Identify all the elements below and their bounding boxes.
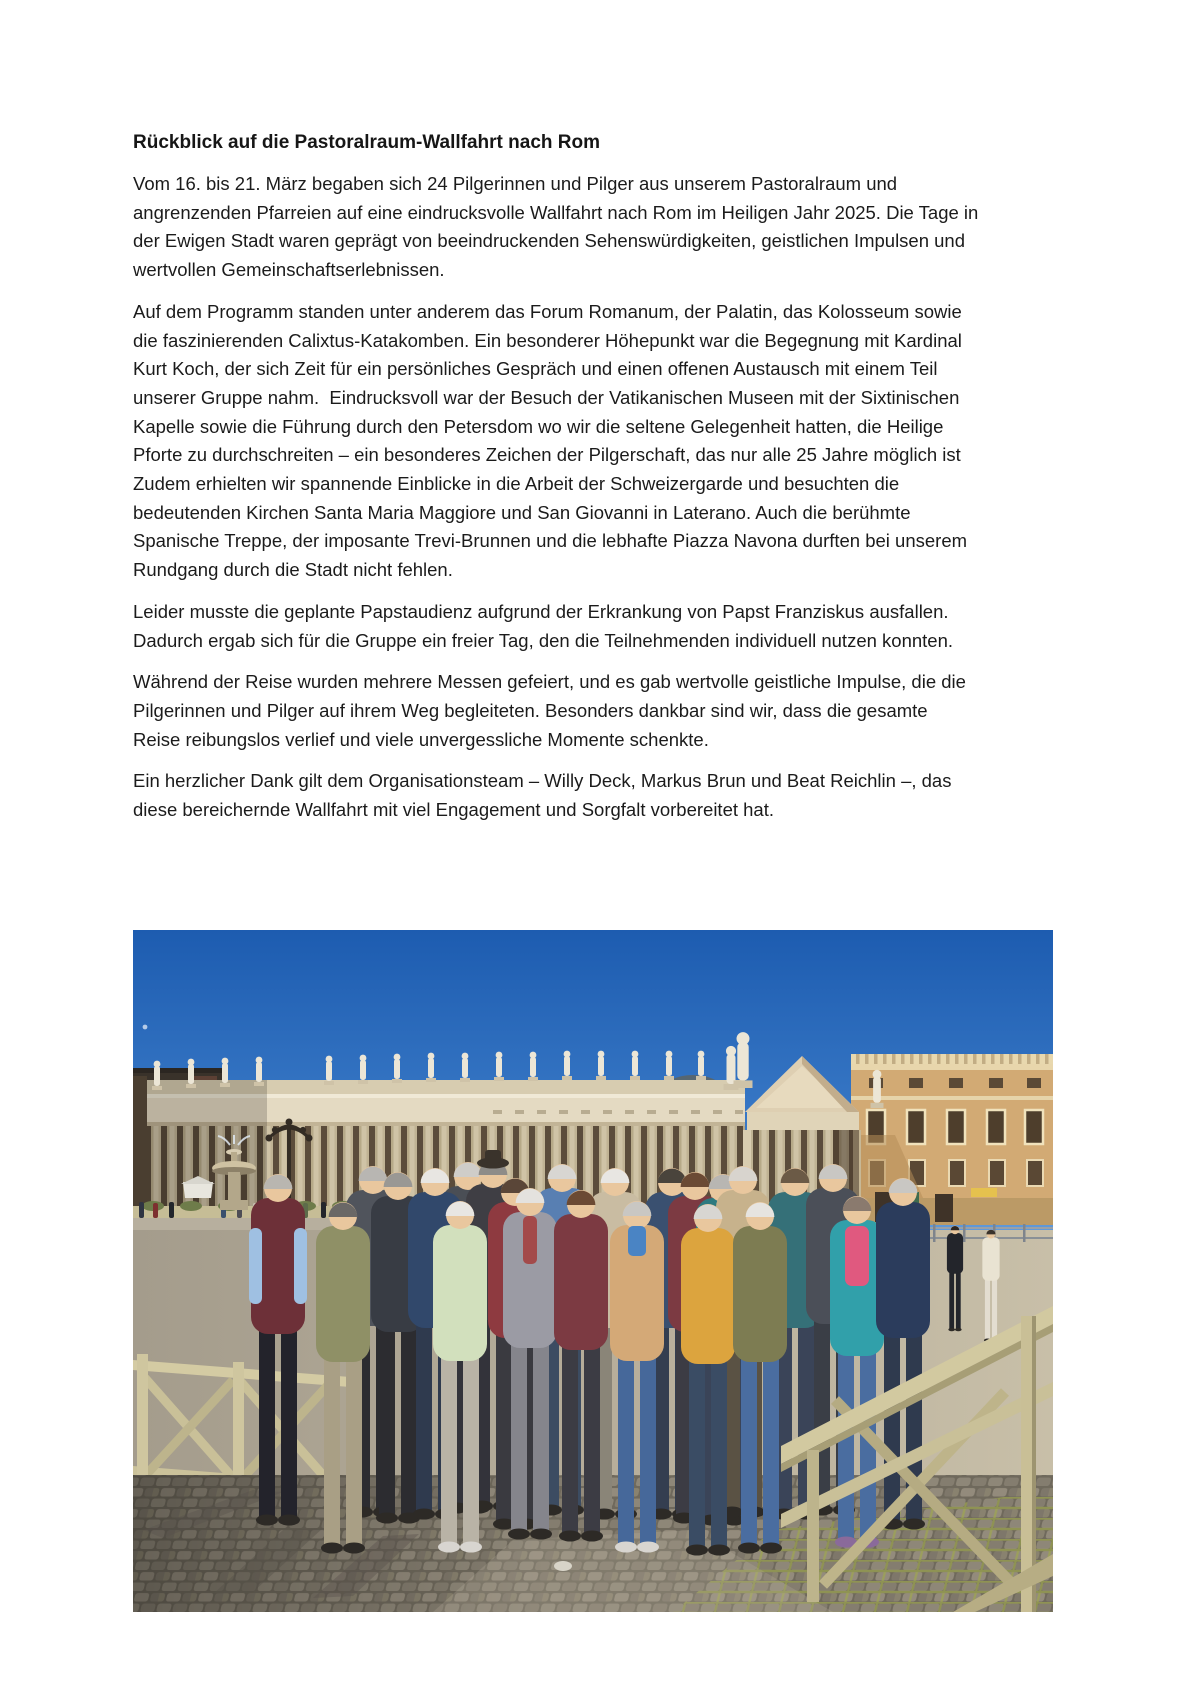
- moon: [143, 1025, 148, 1030]
- group-photo-graphic: [133, 930, 1053, 1612]
- paragraph: Vom 16. bis 21. März begaben sich 24 Pilgerinnen und Pilger aus unserem Pastoralraum und angrenzenden Pfarreien auf eine eindrucksvolle Wallfahrt nach Rom im Heiligen Jahr 2025. Die Tage in der Ewigen Stadt waren geprägt von beeindruckenden Sehenswürdigkeiten, geistlichen Impulsen und wertvollen Gemeinschaftserlebnissen.: [133, 173, 984, 281]
- article: [133, 128, 984, 838]
- paragraph: Während der Reise wurden mehrere Messen gefeiert, und es gab wertvolle geistliche Impulse, die die Pilgerinnen und Pilger auf ihrem Weg begleiteten. Besonders dankbar sind wir, dass die gesamte Reise reibungslos verlief und viele unvergessliche Momente schenkte.: [133, 671, 972, 750]
- right-building: [851, 1054, 1053, 1225]
- paragraph: Auf dem Programm standen unter anderem das Forum Romanum, der Palatin, das Kolosseum sowie die faszinierenden Calixtus-Katakomben. Ein besonderer Höhepunkt war die Begegnung mit Kardinal Kurt Koch, der sich Zeit für ein persönliches Gespräch und einen offenen Austausch mit einem Teil unserer Gruppe nahm. Eindrucksvoll war der Besuch der Vatikanischen Museen mit der Sixtinischen Kapelle sowie die Führung durch den Petersdom wo wir die seltene Gelegenheit hatten, die Heilige Pforte zu durchschreiten – ein besonderes Zeichen der Pilgerschaft, das nur alle 25 Jahre möglich ist Zudem erhielten wir spannende Einblicke in die Arbeit der Schweizergarde und besuchten die bedeutenden Kirchen Santa Maria Maggiore und San Giovanni in Laterano. Auch die berühmte Spanische Treppe, der imposante Trevi-Brunnen und die lebhafte Piazza Navona durften bei unserem Rundgang durch die Stadt nicht fehlen.: [133, 300, 973, 581]
- group-photo-st-peters-square: [133, 930, 1053, 1612]
- paragraph: Leider musste die geplante Papstaudienz aufgrund der Erkrankung von Papst Franziskus ausfallen. Dadurch ergab sich für die Gruppe ein freier Tag, den die Teilnehmenden individuell nutzen konnten.: [133, 600, 954, 651]
- paragraph: Ein herzlicher Dank gilt dem Organisationsteam – Willy Deck, Markus Brun und Beat Reichlin –, das diese bereichernde Wallfahrt mit viel Engagement und Sorgfalt vorbereitet hat.: [133, 770, 957, 821]
- article-title: Rückblick auf die Pastoralraum-Wallfahrt nach Rom: [133, 132, 601, 153]
- pavement-marker: [554, 1561, 572, 1571]
